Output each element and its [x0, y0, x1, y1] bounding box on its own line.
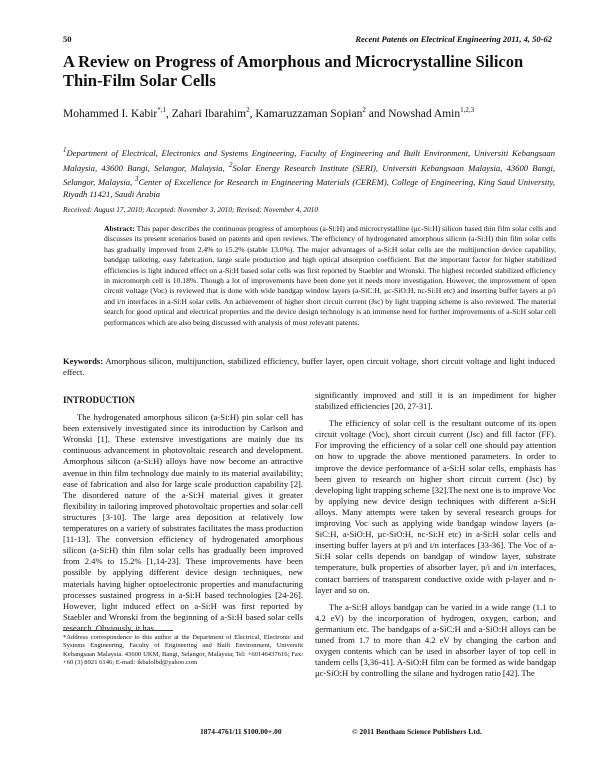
abstract-text: This paper describes the continuous progress of amorphous (a-Si:H) and microcrystalline (μc-Si:H) silicon based thin film solar cells and discusses its present scenarios based on patents and open reviews. The efficiency of hydrogenated amorphous silicon (a-Si:H) thin film solar cells has gradually improved from 2.4% to 15.2% (stable 13.0%). The major advantages of a-Si:H solar cells are the multijunction device capability, bandgap tailoring, easy fabrication, large scale production and high optical absorption coefficient. But the important factor for higher stabilized efficiencies is light induced effect on a-Si:H based solar cells was first reported by Staebler and Wronski. The highest recorded stabilized efficiency in micromorph cell is 10.18%. Though a lot of improvements have been done yet it needs more investigation. However, the improvement of open circuit voltage (Voc) is reviewed that is done with wide bandgap window layers (a-SiC:H, μc-SiO:H, nc-Si:H etc) and inserting buffer layers at p/i and i/n interfaces in a-Si:H solar cells. An achievement of higher short circuit current (Jsc) by light trapping scheme is also reviewed. The material search for good optical and electrical properties and the device design technology is an immense need for further improvements of a-Si:H solar cell performances which are also being discussed with analysis of most relevant patents. — [104, 224, 556, 327]
body-column-left — [63, 395, 303, 640]
paragraph: The a-Si:H alloys bandgap can be varied in a wide range (1.1 to 4.2 eV) by the incorporation of hydrogen, oxygen, carbon, and germanium etc. The bandgaps of a-SiC:H and a-SiO:H alloys can be tuned from 1.7 to more than 4.2 eV by changing the carbon and oxygen contents which can be used in absorber layer of top cell in tandem cells [3,36-41]. A-SiO:H film can be formed as wide bandgap μc-SiO:H by controlling the silane and hydrogen ratio [42]. The — [315, 601, 556, 679]
author-marker: 2 — [246, 106, 250, 114]
footer-copyright: © 2011 Bentham Science Publishers Ltd. — [352, 727, 482, 736]
affiliation-text: Center of Excellence for Research in Engineering Materials (CEREM), College of Engineering, King Saud University, Riyadh 11421, Saudi Arabia — [63, 177, 556, 199]
affiliation-text: Department of Electrical, Electronics and Systems Engineering, Faculty of Engineering and Built Environment, Universiti Kebangsaan Malaysia, 43600 Bangi, Selangor, Malaysia, — [63, 147, 555, 173]
affiliation-marker: 2 — [228, 160, 233, 169]
author-name: Mohammed I. Kabir — [63, 107, 158, 120]
keywords — [63, 356, 555, 378]
correspondence-footnote: *Address correspondence to this author at the Department of Electrical, Electronic and Systems Engineering, Faculty of Engineering and Built Environment, Universiti Kebangsaan Malaysia. 43600 UKM, Bangi, Selangor, Malaysia; Tel: +60146437616; Fax: +60 (3) 8921 6146; E-mail: ikbalolbd@yahoo.com — [63, 634, 303, 666]
paragraph: The hydrogenated amorphous silicon (a-Si:H) pin solar cell has been extensively investigated since its introduction by Carlson and Wronski [1]. These extensive investigations are mainly due its continuous advancement in photovoltaic research and development. Amorphous silicon (a-Si:H) alloys have now become an attractive avenue in thin film technology due mainly to its material availability; ease of fabrication and also for large scale production capability [2]. The disordered nature of the a-Si:H material gives it greater flexibility in tailoring improved photovoltaic properties and solar cell structures [3-10]. The large area deposition at relatively low temperatures on a variety of substrates facilitates the mass production [11-13]. The conversion efficiency of hydrogenated amorphous silicon (a-Si:H) thin film solar cells has gradually been improved from 2.4% to 15.2% [1,14-23]. These improvements have been possible by applying different device design techniques, new materials having higher optoelectronic properties and manufacturing processes sustained progress in a-Si:H based technologies [24-26]. However, light induced effect on a-Si:H was first reported by Staebler and Wronski from the beginning of a-Si:H based solar cells research. Obviously, it has — [63, 412, 303, 633]
author-marker: 1,2,3 — [460, 106, 475, 114]
author-separator: , — [249, 107, 256, 120]
paragraph: significantly improved and still it is an impediment for higher stabilized efficiencies [20, 27-31]. — [315, 390, 556, 412]
author-list — [63, 106, 555, 120]
journal-header: Recent Patents on Electrical Engineering 2011, 4, 50-62 — [355, 34, 552, 44]
abstract-label: Abstract: — [104, 224, 135, 233]
paragraph: The efficiency of solar cell is the resultant outcome of its open circuit voltage (Voc), short circuit current (Jsc) and fill factor (FF). For improving the efficiency of a solar cell one should pay attention on how to upgrade the above mentioned parameters. In order to improve the device performance of a-Si:H solar cells, emphasis has been given to research on higher short circuit current (Jsc) by developing light trapping scheme [32].The next one is to improve Voc by applying new device design techniques with different a-Si:H alloys. Many attempts were taken by several research groups for improving Voc such as applying wide bandgap window layers (a-SiC:H, a-SiO:H, μc-SiO:H, nc-Si:H etc) in a-Si:H solar cells and inserting buffer layers at p/i and i/n interfaces [33-36]. The Voc of a-Si:H solar cells depends on bandgap of window layer, substrate temperature, bulk properties of absorber layer, p/i and i/n interfaces, contact barriers of transparent conductive oxide with p-layer and n-layer and so on. — [315, 418, 556, 595]
affiliations — [63, 145, 555, 201]
paper-title: A Review on Progress of Amorphous and Microcrystalline Silicon Thin-Film Solar Cells — [63, 52, 524, 90]
section-heading: INTRODUCTION — [63, 395, 136, 405]
footer-issn: 1874-4761/11 $100.00+.00 — [200, 727, 282, 736]
author-name: Kamaruzzaman Sopian — [255, 107, 363, 120]
author-marker: *,1 — [157, 106, 166, 114]
keywords-text: Amorphous silicon, multijunction, stabilized efficiency, buffer layer, open circuit voltage, short circuit voltage and light induced effect. — [63, 356, 555, 377]
author-separator: and — [365, 107, 389, 120]
affiliation-marker: 1 — [63, 146, 67, 154]
footnote-divider — [63, 630, 173, 631]
author-separator: , — [165, 107, 172, 120]
keywords-label: Keywords: — [63, 356, 104, 366]
author-name: Nowshad Amin — [388, 107, 461, 120]
affiliation-marker: 3 — [134, 175, 139, 184]
submission-dates: Received: August 17, 2010; Accepted: November 3, 2010; Revised: November 4, 2010 — [63, 205, 319, 214]
abstract — [104, 224, 556, 328]
body-column-right — [315, 390, 556, 685]
page-number: 50 — [63, 34, 72, 44]
author-marker: 2 — [362, 106, 366, 114]
affiliation-text: Solar Energy Research Institute (SERI), Universiti Kebangsaan Malaysia, 43600 Bangi, Selangor, Malaysia, — [63, 162, 555, 188]
author-name: Zahari Ibarahim — [171, 107, 247, 120]
